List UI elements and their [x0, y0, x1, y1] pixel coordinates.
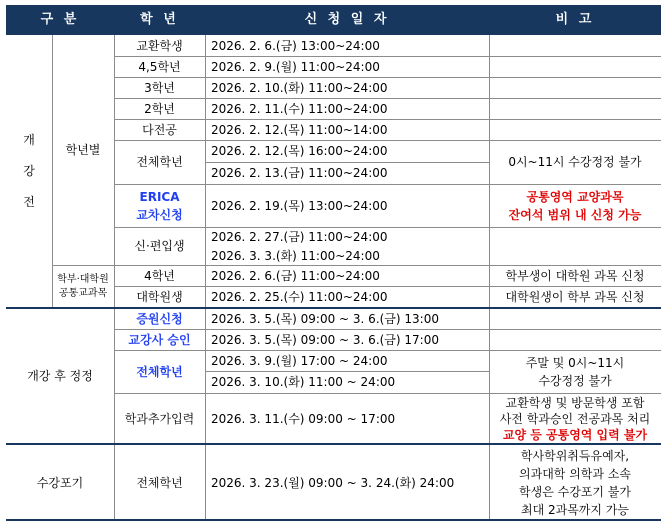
grid-line	[114, 119, 661, 120]
grid-line	[489, 35, 490, 521]
section-after-start: 개강 후 정정	[27, 369, 93, 383]
date-freshman-2: 2026. 3. 3.(화) 11:00~24:00	[211, 248, 380, 263]
header-note: 비 고	[489, 5, 661, 35]
date-2: 2026. 2. 11.(수) 11:00~24:00	[211, 101, 388, 116]
note-dept-add-input: 교환학생 및 방문학생 포함 사전 학과승인 전공과목 처리 교양 등 공통영역 입력 불가	[499, 395, 651, 442]
date-increase-request: 2026. 3. 5.(목) 09:00 ~ 3. 6.(금) 13:00	[211, 311, 439, 326]
grid-line	[114, 184, 661, 185]
grade-multi-major: 다전공	[142, 122, 177, 137]
grid-line	[114, 35, 115, 521]
grid-line	[205, 35, 206, 521]
note-erica: 공통영역 교양과목 잔여석 범위 내 신청 가능	[508, 189, 642, 222]
section-divider	[6, 307, 661, 309]
section-by-grade: 학년별	[65, 143, 101, 157]
grade-4-5: 4,5학년	[138, 59, 181, 74]
grid-line	[114, 393, 661, 394]
date-grad-student: 2026. 2. 25.(수) 11:00~24:00	[211, 290, 388, 304]
grid-line	[114, 329, 661, 330]
date-erica: 2026. 2. 19.(목) 13:00~24:00	[211, 198, 388, 213]
date-instructor-approval: 2026. 3. 5.(목) 09:00 ~ 3. 6.(금) 17:00	[211, 332, 439, 347]
grade-4: 4학년	[144, 268, 175, 283]
date-all-after-1: 2026. 3. 9.(월) 17:00 ~ 24:00	[211, 353, 388, 368]
grid-line	[205, 371, 489, 372]
grade-withdraw-all: 전체학년	[136, 475, 183, 490]
section-divider	[6, 443, 661, 445]
grade-erica: ERICA 교차신청	[136, 189, 183, 222]
date-3: 2026. 2. 10.(화) 11:00~24:00	[211, 80, 388, 95]
header-dates: 신 청 일 자	[205, 5, 489, 35]
date-4: 2026. 2. 6.(금) 11:00~24:00	[211, 268, 380, 283]
note-grad-student: 대학원생이 학부 과목 신청	[505, 290, 645, 304]
grade-dept-add-input: 학과추가입력	[124, 411, 195, 426]
grade-freshman: 신·편입생	[134, 239, 185, 253]
section-pre-semester: 개 강 전	[23, 133, 35, 209]
grid-line	[114, 56, 661, 57]
grid-line	[114, 98, 661, 99]
grid-line	[52, 265, 661, 266]
date-exchange: 2026. 2. 6.(금) 13:00~24:00	[211, 38, 380, 53]
header-grade: 학 년	[114, 5, 205, 35]
grid-line	[114, 77, 661, 78]
date-all-1: 2026. 2. 12.(목) 16:00~24:00	[211, 144, 388, 158]
schedule-table	[6, 5, 661, 521]
grade-increase-request: 증원신청	[136, 311, 183, 326]
grade-all-after: 전체학년	[136, 364, 183, 379]
grid-line	[114, 350, 661, 351]
date-all-after-2: 2026. 3. 10.(화) 11:00 ~ 24:00	[211, 375, 396, 389]
note-grade-4: 학부생이 대학원 과목 신청	[505, 268, 645, 283]
grid-line	[52, 35, 53, 308]
grade-instructor-approval: 교강사 승인	[128, 332, 191, 347]
grade-grad-student: 대학원생	[136, 290, 183, 304]
grid-line	[114, 140, 661, 141]
grade-all: 전체학년	[136, 155, 183, 169]
note-all-after: 주말 및 0시~11시 수강정정 불가	[525, 355, 625, 388]
date-dept-add-input: 2026. 3. 11.(수) 09:00 ~ 17:00	[211, 411, 396, 426]
date-withdraw: 2026. 3. 23.(월) 09:00 ~ 3. 24.(화) 24:00	[211, 475, 455, 490]
date-all-2: 2026. 2. 13.(금) 11:00~24:00	[211, 166, 388, 180]
grade-exchange: 교환학생	[136, 38, 183, 53]
grid-line	[114, 286, 661, 287]
table-bottom-border	[6, 519, 661, 521]
grid-line	[205, 162, 489, 163]
grade-2: 2학년	[144, 101, 175, 116]
grade-3: 3학년	[144, 80, 175, 95]
note-all: 0시~11시 수강정정 불가	[508, 155, 642, 169]
section-grad-course: 학부·대학원 공통교과목	[57, 273, 109, 299]
note-withdraw: 학사학위취득유예자, 의과대학 의학과 소속 학생은 수강포기 불가 최대 2과목까지 가능	[519, 448, 631, 517]
date-freshman-1: 2026. 2. 27.(금) 11:00~24:00	[211, 229, 388, 244]
grid-line	[114, 227, 661, 228]
header-category: 구 분	[6, 5, 114, 35]
section-withdraw: 수강포기	[36, 475, 84, 490]
date-4-5: 2026. 2. 9.(월) 11:00~24:00	[211, 59, 380, 74]
date-multi-major: 2026. 2. 12.(목) 11:00~14:00	[211, 122, 388, 137]
